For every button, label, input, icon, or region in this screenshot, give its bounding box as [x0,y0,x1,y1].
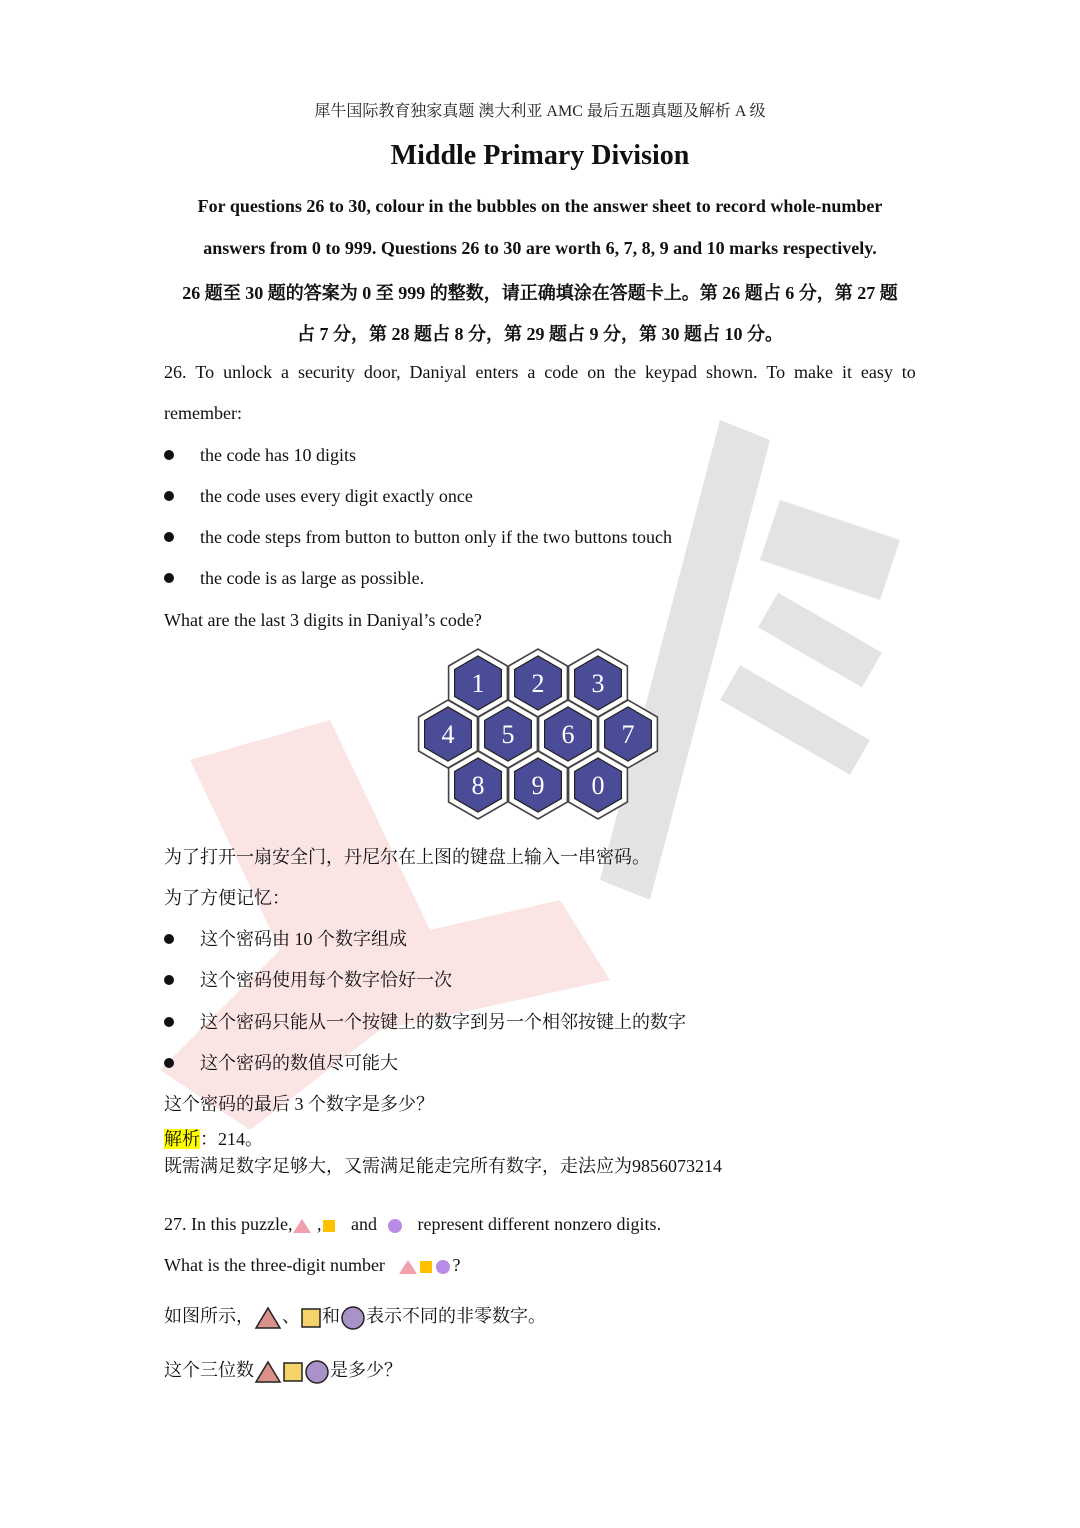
circle-icon [386,1217,404,1235]
instructions-zh-line-1: 26 题至 30 题的答案为 0 至 999 的整数，请正确填涂在答题卡上。第 26 题占 6 分，第 27 题 [182,283,898,303]
word: make [794,362,834,382]
q26-bullet-zh: 这个密码由 10 个数字组成 [164,925,407,951]
hex-key-label: 2 [531,669,545,698]
bullet-dot-icon [164,934,174,944]
word: it [841,362,852,382]
hex-key-label: 3 [591,669,605,698]
hex-key-label: 8 [471,771,485,800]
bullet-dot-icon [164,1017,174,1027]
word: a [527,362,536,382]
q26-answer [164,1125,263,1151]
bullet-dot-icon [164,1058,174,1068]
q27-text-line-1: 27. In this puzzle, , and represent different nonzero digits. [164,1214,662,1234]
square-icon [418,1259,434,1275]
q26-intro-zh-2: 为了方便记忆： [164,888,290,908]
q26-bullet-en: the code uses every digit exactly once [164,486,473,507]
q26-bullet-zh: 这个密码的数值尽可能大 [164,1049,398,1075]
bullet-dot-icon [164,491,174,501]
hex-key-label: 6 [561,720,575,749]
word: shown. [705,362,758,382]
hex-key-label: 7 [621,720,635,749]
hex-key-label: 1 [471,669,485,698]
word: to [901,362,916,382]
word: 26. [164,362,187,382]
q26-bullet-en: the code has 10 digits [164,445,356,466]
q26-question-en: What are the last 3 digits in Daniyal’s code? [164,610,482,630]
square-icon [321,1218,337,1234]
word: keypad [645,362,698,382]
triangle-icon [398,1259,418,1275]
word: a [281,362,290,382]
q26-bullet-en: the code steps from button to button only if the two buttons touch [164,527,672,548]
triangle-icon [292,1218,312,1234]
word: To [195,362,215,382]
word: door, [363,362,401,382]
hex-key-label: 5 [501,720,515,749]
instructions-en-line-2: answers from 0 to 999. Questions 26 to 30 are worth 6, 7, 8, 9 and 10 marks respectively. [203,238,877,258]
q26-intro-zh: 为了打开一扇安全门，丹尼尔在上图的键盘上输入一串密码。 [164,847,650,867]
answer-label: 解析 [164,1129,200,1149]
q26-bullet-zh: 这个密码使用每个数字恰好一次 [164,966,452,992]
instructions-zh-line-2: 占 7 分，第 28 题占 8 分，第 29 题占 9 分，第 30 题占 10 分。 [297,324,783,344]
bullet-dot-icon [164,975,174,985]
square-icon [282,1361,304,1383]
q27-text-zh-line-2: 这个三位数 是多少？ [164,1356,402,1385]
word: code [544,362,579,382]
q26-text-line-2: remember: [164,403,242,423]
word: easy [860,362,893,382]
page-title: Middle Primary Division [390,140,690,171]
instructions-en-line-1: For questions 26 to 30, colour in the bubbles on the answer sheet to record whole-number [197,196,883,216]
word: To [766,362,786,382]
q26-text-line-1 [164,362,916,383]
triangle-icon [254,1360,282,1384]
word: enters [475,362,519,382]
square-icon [300,1307,322,1329]
triangle-icon [254,1306,282,1330]
q26-question-zh: 这个密码的最后 3 个数字是多少？ [164,1094,434,1114]
q27-text-line-2: What is the three-digit number ? [164,1255,461,1275]
word: Daniyal [409,362,467,382]
word: security [297,362,355,382]
bullet-dot-icon [164,573,174,583]
circle-icon [304,1359,330,1385]
q27-text-zh-line-1: 如图所示， 、 和 表示不同的非零数字。 [164,1302,546,1331]
q26-explanation: 既需满足数字足够大，又需满足能走完所有数字，走法应为9856073214 [164,1156,722,1176]
hex-keypad [410,645,670,825]
circle-icon [340,1305,366,1331]
q26-bullet-zh: 这个密码只能从一个按键上的数字到另一个相邻按键上的数字 [164,1008,686,1034]
hex-key-label: 9 [531,771,545,800]
word: unlock [223,362,273,382]
word: the [614,362,637,382]
hex-key-label: 4 [441,720,455,749]
bullet-dot-icon [164,450,174,460]
q26-bullet-en: the code is as large as possible. [164,568,424,589]
circle-icon [434,1258,452,1276]
page-header: 犀牛国际教育独家真题 澳大利亚 AMC 最后五题真题及解析 A 级 [314,103,766,120]
answer-value: ：214。 [200,1129,263,1149]
bullet-dot-icon [164,532,174,542]
hex-key-label: 0 [591,771,605,800]
word: on [587,362,606,382]
